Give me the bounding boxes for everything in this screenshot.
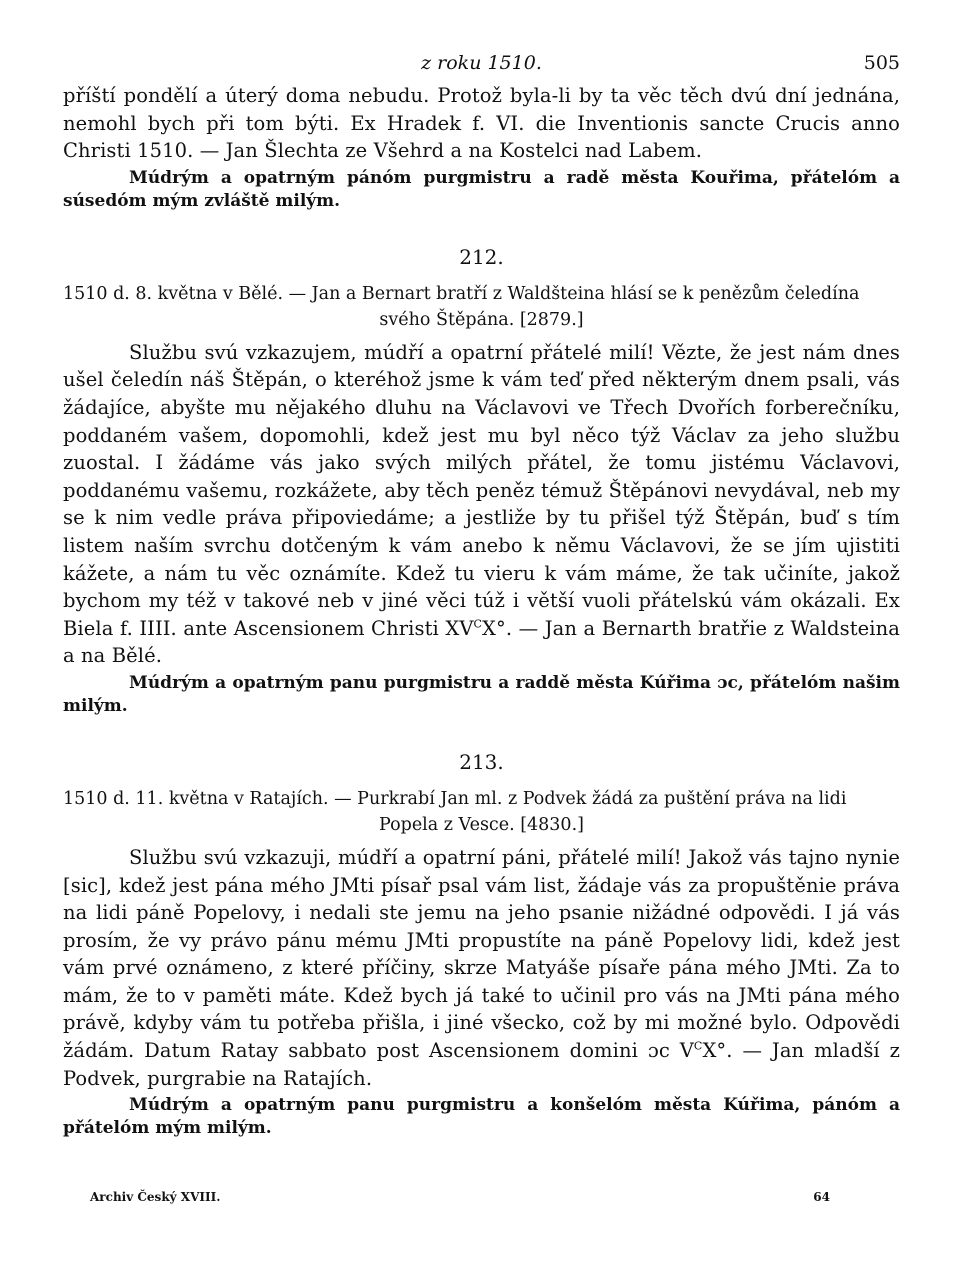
doc-212-body-text: Službu svú vzkazujem, múdří a opatrní přátelé milí! Vězte, že jest nám dnes ušel čeledín náš Štěpán, o kteréhož jsme k vám teď před některým dnem psali, vás žádajíce, abyšte mu nějakého dluhu na Václavovi ve Třech Dvořích forberečníku, poddaném vašem, dopomohli, kdež jest mu byl něco týž Václav za jeho službu zuostal. I žádáme vás jako svých milých přátel, že tomu jistému Václavovi, poddanému vašemu, rozkážete, aby těch peněz témuž Štěpánovi nevydával, neb my se k nim vedle práva připoviedáme; a jestliže by tu přišel týž Štěpán, buď s tím listem naším svrchu dotčeným k vám anebo k němu Václavovi, že se jím ujistiti kážete, a nám tu věc oznámíte. Kdež tu vieru k vám máme, že tak učiníte, jakož bychom my též v takové neb v jiné věci túž i větší vuoli přátelskú vám okázali. Ex Biela f. IIII. ante Ascensionem Christi XV — [63, 340, 900, 640]
continuation-address: Múdrým a opatrným pánóm purgmistru a radě města Kouřima, přátelóm a súsedóm mým zvláště milým. — [63, 167, 900, 211]
document-page — [63, 46, 900, 1140]
doc-213-body — [63, 844, 900, 1092]
doc-213-body-end: X°. — Jan mladší z Podvek, purgrabie na Ratajích. — [63, 1039, 900, 1090]
doc-212-body — [63, 339, 900, 670]
doc-212-regest-line2: svého Štěpána. [2879.] — [379, 309, 584, 330]
footer-signature: 64 — [813, 1190, 830, 1204]
continuation-text: příští pondělí a úterý doma nebudu. Protož byla-li by ta věc těch dvú dní jednána, nemohl bych při tom býti. Ex Hradek f. VI. die Inventionis sancte Crucis anno Christi 1510. — Jan Šlechta ze Všehrd a na Kostelci nad Labem. — [63, 84, 900, 163]
doc-213-body-text: Službu svú vzkazuji, múdří a opatrní páni, přátelé milí! Jakož vás tajno nynie [sic], kdež jest pána mého JMti písař psal vám list, žádaje vás za propuštěnie práva na lidi páně Popelovy, i nedali ste jemu na jeho psanie nižádné odpovědi. I já vás prosím, že vy právo pánu mému JMti propustíte na páně Popelovy lidi, kdež jest vám prvé oznámeno, z které příčiny, skrze Matyáše písaře pána mého JMti. Za to mám, že to v paměti máte. Kdež bych já také to učinil pro vás na JMti pána mého právě, kdyby vám tu potřeba přišla, i jiné všecko, což by mi možné bylo. Odpovědi žádám. Datum Ratay sabbato post Ascensionem domini ɔc V — [63, 845, 900, 1063]
footer-volume: Archiv Český XVIII. — [90, 1190, 221, 1204]
doc-212-body-sup: C — [473, 617, 483, 631]
running-head-title: z roku 1510. — [421, 52, 542, 74]
doc-213-body-sup: C — [693, 1039, 703, 1053]
doc-212-number: 212. — [459, 244, 504, 269]
doc-212-regest — [63, 281, 900, 333]
doc-213-address: Múdrým a opatrným panu purgmistru a konšelóm města Kúřima, pánóm a přátelóm mým milým. — [63, 1095, 900, 1139]
doc-213-number: 213. — [459, 749, 504, 774]
page-number: 505 — [863, 52, 900, 74]
doc-212-body-end: X°. — Jan a Bernarth bratřie z Waldsteina a na Bělé. — [63, 616, 900, 668]
doc-213-regest-line1: 1510 d. 11. května v Ratajích. — Purkrabí Jan ml. z Podvek žádá za puštění práva na lidi — [63, 788, 847, 809]
doc-212-address: Múdrým a opatrným panu purgmistru a raddě města Kúřima ɔc, přátelóm našim milým. — [63, 672, 900, 716]
doc-213-regest — [63, 786, 900, 838]
doc-212-regest-line1: 1510 d. 8. května v Bělé. — Jan a Bernart bratří z Waldšteina hlásí se k penězům čeledína — [63, 283, 860, 304]
doc-213-regest-line2: Popela z Vesce. [4830.] — [379, 814, 584, 835]
running-head — [63, 46, 900, 82]
